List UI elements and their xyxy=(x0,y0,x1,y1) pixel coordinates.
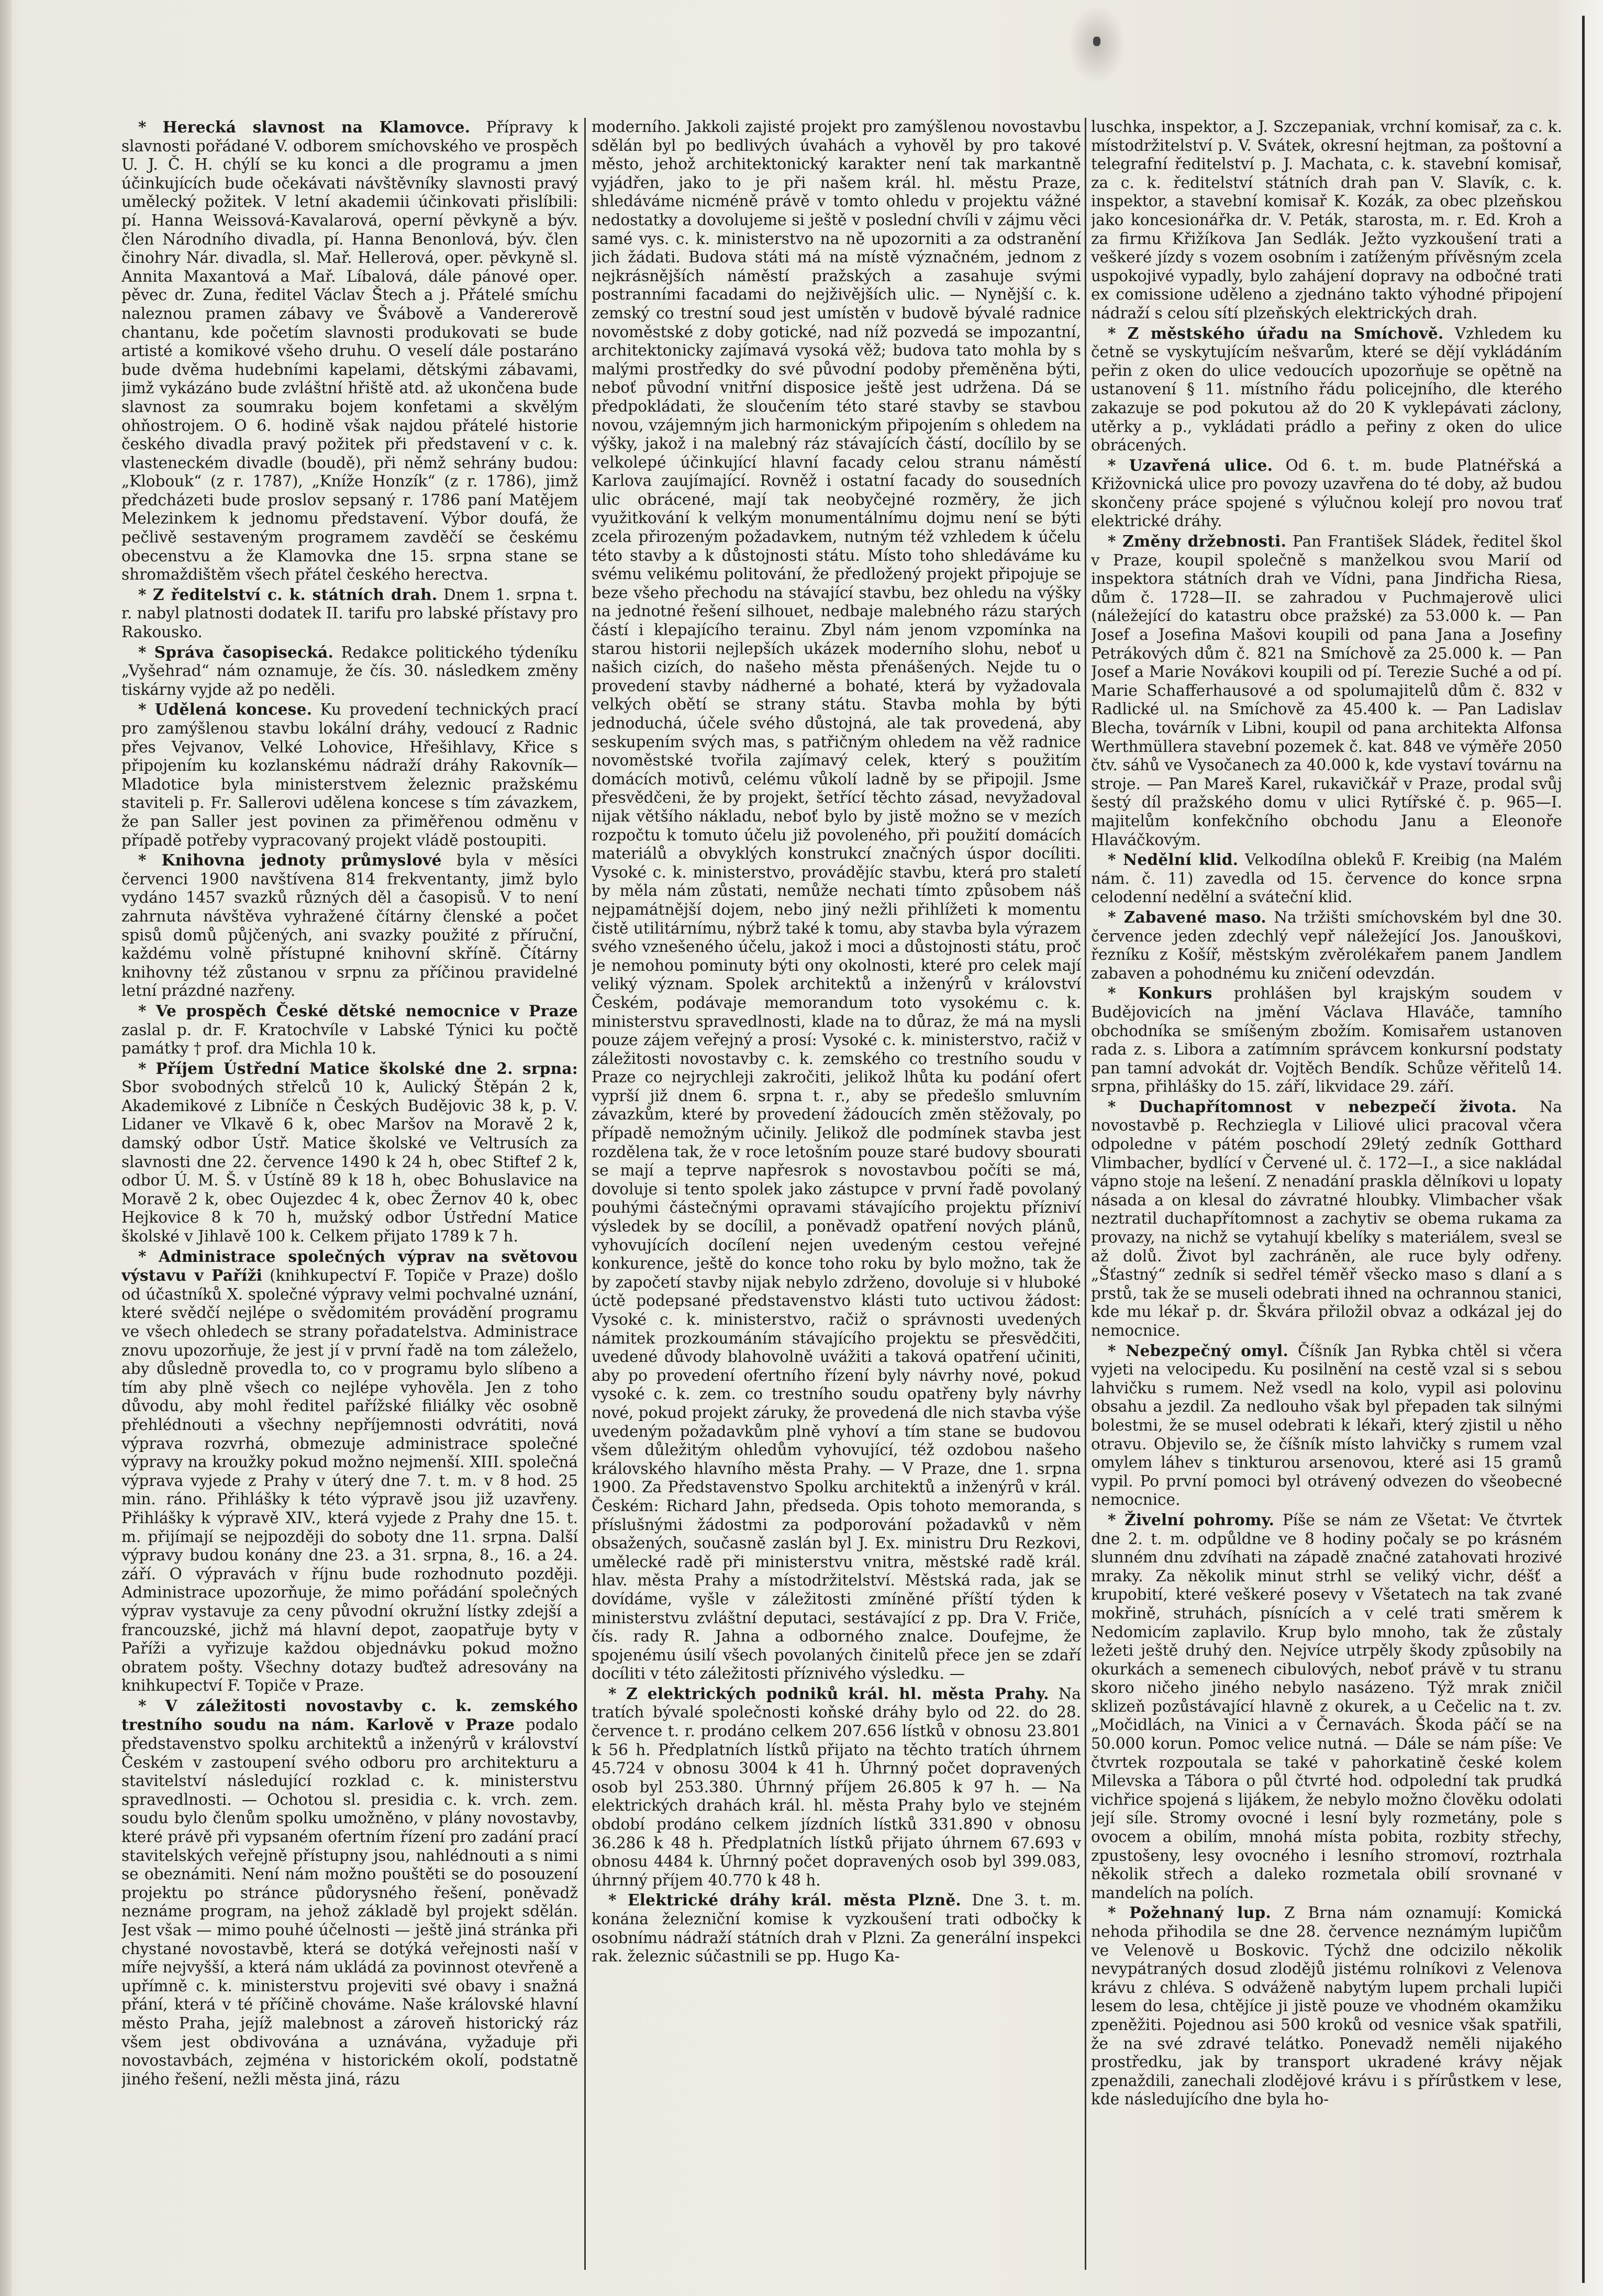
article-headline: Zabavené maso. xyxy=(1123,907,1266,926)
article-body: Z Brna nám oznamují: Komická nehoda přihodila se dne 28. července neznámým lupičům ve Velenově u Boskovic. Týchž dne odcizilo několik nevypátraných dosud zlodějů jistému rolníkovi z Velenova krávu z chléva. S odváženě nabytým lupem prchali lupiči lesem do lesa, chtějíce ji jistě pouze ve vhodném okamžiku zpeněžiti. Pojednou asi 500 kroků od vesnice však spatřili, že na své zdravé telátko. Ponevadž neměli nijakého prostředku, jak by transport ukradené krávy nějak zpenaždili, zanechali zlodějové krávu i s přírůstkem v lese, kde následujícího dne byla ho- xyxy=(1091,1904,1562,2109)
article-marker-icon: * xyxy=(1108,984,1138,1003)
article-headline: Elektrické dráhy král. města Plzně. xyxy=(627,1891,961,1910)
article-body: Od 6. t. m. bude Platnéřská a Křižovnická ulice pro povozy uzavřena do té doby, až budou skončeny práce spojené s výlučnou kolejí pro novou trať elektrické dráhy. xyxy=(1091,456,1562,530)
article-body: Na tratích bývalé společnosti koňské dráhy bylo od 22. do 28. července t. r. prodáno celkem 207.656 lístků v obnosu 23.801 k 56 h. Předplatních lístků přijato na těchto tratích úhrnem 45.724 v obnosu 3004 k 41 h. Úhrnný počet dopravených osob byl 253.380. Úhrnný příjem 26.805 k 97 h. — Na elektrických drahách král. hl. města Prahy bylo ve stejném období prodáno celkem jízdních lístků 331.890 v obnosu 36.286 k 48 h. Předplatních lístků přijato úhrnem 67.693 v obnosu 4484 k. Úhrnný počet dopravených osob byl 399.083, úhrnný příjem 40.770 k 48 h. xyxy=(592,1684,1081,1889)
article-marker-icon: * xyxy=(1108,1510,1125,1529)
article-headline: Nedělní klid. xyxy=(1123,850,1239,869)
article-marker-icon: * xyxy=(1108,1903,1130,1922)
article xyxy=(592,1684,1081,1890)
article xyxy=(1091,1097,1562,1340)
article-headline: Z elektrických podniků král. hl. města Prahy. xyxy=(626,1684,1049,1703)
page-right-margin xyxy=(1558,0,1603,2296)
ink-blot xyxy=(1093,37,1100,46)
article-body: Sbor svobodných střelců 10 k, Aulický Štěpán 2 k, Akademikové z Libníče n Českých Budějovic 38 k, p. V. Lidaner ve Vlkavě 6 k, obec Maršov na Moravě 2 k, damský odbor Ústř. Matice školské ve Veltrusích za slavnosti dne 22. července 1490 k 24 h, obec Stiftef 2 k, odbor Ú. M. Š. v Ústíně 89 k 18 h, obec Bohuslavice na Moravě 2 k, obec Oujezdec 4 k, obec Žernov 40 k, obec Hejkovice 8 k 70 h, mužský odbor Ústřední Matice školské v Jihlavě 100 k. Celkem přijato 1789 k 7 h. xyxy=(121,1078,578,1246)
article xyxy=(1091,532,1562,849)
article xyxy=(592,1891,1081,1966)
article-headline: Z městského úřadu na Smíchově. xyxy=(1127,324,1444,342)
article-body: Pan František Sládek, ředitel škol v Praze, koupil společně s manželkou svou Marií od inspektora státních drah ve Vídni, pana Jindřicha Riesa, dům č. 1728—II. se zahradou v Puchmajerově ulici (náležející do katastru obce pražské) za 53.000 k. — Pan Josef a Josefina Mašovi koupili od pana Jana a Josefiny Petrákových dům č. 821 na Smíchově za 25.000 k. — Pan Josef a Marie Novákovi koupili od pí. Terezie Suché a od pí. Marie Schafferhausové a od spolumajitelů dům č. 832 v Radlické ul. na Smíchově za 45.400 k. — Pan Ladislav Blecha, továrník v Libni, koupil od pana architekta Alfonsa Werthmüllera stavební pozemek č. kat. 848 ve výměře 2050 čtv. sáhů ve Vysočanech za 40.000 k, kde vystaví továrnu na stroje. — Pan Mareš Karel, rukavičkář v Praze, prodal svůj šestý díl pražského domu v ulici Rytířské č. p. 965—I. majitelům konfekčního obchodu Janu a Eleonoře Hlaváčkovým. xyxy=(1091,533,1562,849)
article-marker-icon: * xyxy=(1108,1097,1139,1116)
article-headline: Změny držebnosti. xyxy=(1122,532,1287,551)
article-marker-icon: * xyxy=(138,851,162,870)
article-headline: Udělená koncese. xyxy=(154,700,313,719)
article-marker-icon: * xyxy=(1108,456,1129,474)
article-headline: Konkurs xyxy=(1138,984,1212,1003)
paper-stain xyxy=(1068,5,1126,84)
article-marker-icon: * xyxy=(138,1247,159,1266)
article-headline: Živelní pohromy. xyxy=(1125,1510,1275,1529)
article xyxy=(121,700,578,850)
article xyxy=(121,1696,578,2089)
article xyxy=(121,851,578,1001)
article xyxy=(1091,1511,1562,1902)
article-headline: Uzavřená ulice. xyxy=(1129,456,1273,474)
article-body: (knihkupectví F. Topiče v Praze) došlo od účastníků X. společné výpravy velmi pochvalné uznání, které svědčí nejlépe o svědomitém provádění programu ve všech ohledech se strany pořadatelstva. Administrace znovu upozorňuje, že jest jí v první řadě na tom záleželo, aby důsledně provedla to, co v programu bylo slíbeno a tím aby plně všech co nejlépe vyhověla. Jen z toho důvodu, aby mohl ředitel pařížské filiálky věc osobně přehlédnouti a všechny nepříjemnosti odvrátiti, nová výprava rozvrhá, obmezuje administrace společné výpravy na kroužky pokud možno nejmenší. XIII. společná výprava vyjede z Prahy v úterý dne 7. t. m. v 8 hod. 25 min. ráno. Přihlášky k této výpravě jsou již uzavřeny. Přihlášky k výpravě XIV., která vyjede z Prahy dne 15. t. m. přijímají se nejpozději do soboty dne 11. srpna. Další výpravy budou konány dne 23. a 31. srpna, 8., 16. a 24. září. O výpravách v říjnu bude rozhodnuto později. Administrace upozorňuje, že mimo pořádání společných výprav vystavuje za ceny původní okružní lístky zdejší a francouzské, jichž má hlavní depot, zaopatřuje byty v Paříži a vyřizuje každou objednávku pokud možno obratem pošty. Všechny dotazy buďtež adresovány na knihkupectví F. Topiče v Praze. xyxy=(121,1267,578,1695)
article-headline: Z ředitelství c. k. státních drah. xyxy=(152,585,438,604)
margin-rule xyxy=(1582,16,1585,2283)
article xyxy=(1091,1903,1562,2109)
article-headline: Knihovna jednoty průmyslové xyxy=(161,851,442,870)
article-marker-icon: * xyxy=(1108,1341,1126,1360)
article-marker-icon: * xyxy=(138,1696,165,1715)
article-body: moderního. Jakkoli zajisté projekt pro zamýšlenou novostavbu sdělán byl po bedlivých úvahách a vyhověl by pro takové město, jehož architektonický karakter není tak markantně vyjádřen, jako to je při našem král. hl. městu Praze, shledáváme nicméně právě v tomto ohledu v projektu vážné nedostatky a dovolujeme si ještě v poslední chvíli v zájmu věci samé vys. c. k. ministerstvo na ně upozorniti a za odstranění jich žádati. Budova státi má na místě význačném, jednom z nejkrásnějších náměstí pražských a zasahuje svými postranními facadami do nejživějších ulic. — Nynější c. k. zemský co trestní soud jest umístěn v budově bývalé radnice novoměstské z doby gotické, nad níž pozvedá se impozantní, architektonicky zajímavá vysoká věž; budova tato mohla by s malými prostředky do své původní podoby přeměněna býti, neboť původní vnitřní disposice ještě jest udržena. Dá se předpokládati, že sloučením této staré stavby se stavbou novou, vzájemným jich harmonickým připojením s ohledem na výšky, jakož i na malebný ráz stávajících částí, docílilo by se velkolepé účinkující hlavní facady celou stranu náměstí Karlova zaujímající. Rovněž i ostatní facady do sousedních ulic obrácené, mají tak neobyčejné rozměry, že jich využitkování k velkým monumentálnímu dojmu není se býti zcela přirozeným požadavkem, nutným též vzhledem k účelu této stavby a k důstojnosti státu. Místo toho shledáváme ku svému velikému politování, že předložený projekt připojuje se beze všeho přechodu na stávající stavbu, bez ohledu na výšky na jednotné řešení silhouet, nedbaje malebného rázu starých částí i klepajícího terainu. Zbyl nám jenom vzpomínka na starou historii nejlepších ukázek moderního slohu, neboť u našich cizích, do našeho města přenášených. Nejde tu o provedení stavby nádherné a bohaté, která by vyžadovala velkých obětí se strany státu. Stavba mohla by býti jednoduchá, účele svého důstojná, ale tak provedená, aby seskupením svých mas, s patřičným ohledem na věž radnice novoměstské tvořila zajímavý celek, který s použitím domácích motivů, celému vůkolí ladně by se připojil. Jsme přesvědčeni, že by projekt, šetřící těchto zásad, nevyžadoval nijak většího nákladu, neboť bylo by jistě možno se v mezích rozpočtu k tomuto účelu již povoleného, při použití domácích materiálů a obvyklých konstrukcí značných úspor docíliti. Vysoké c. k. ministerstvo, provádějíc stavbu, která pro staletí by měla nám zůstati, nemůže nechati tímto způsobem náš nejpamátnější dojem, nebo jiný nežli přihlížeti k momentu čistě utilitárnímu, nýbrž také k tomu, aby stavba byla výrazem svého vznešeného účelu, jakož i moci a důstojnosti státu, proč je nemohou pominuty býti ony okolnosti, které pro celek mají veliký význam. Spolek architektů a inženýrů v království Českém, podávaje memorandum toto vysokému c. k. ministerstvu spravedlnosti, klade na to důraz, že má na mysli pouze zájem veřejný a prosí: Vysoké c. k. ministerstvo, račiž v záležitosti novostavby c. k. zemského co trestního soudu v Praze co nejrychleji zakročiti, jelikož lhůta ku podání ofert vyprší již dnem 6. srpna t. r., aby se předešlo smluvním závazkům, které by provedení žádoucích změn stěžovaly, po případě nemožným učinily. Jelikož dle podmínek stavba jest rozdělena tak, že v roce letošním pouze staré budovy sbourati se mají a teprve napřesrok s novostavbou počíti se má, dovoluje si tento spolek jako zástupce v první řadě povolaný pouhými částečnými opravami stávajícího projektu přízniví výsledek by se docílil, a poněvadž opatření nových plánů, vyhovujících docílení nejen uvedeným cestou veřejné konkurence, ještě do konce toho roku by bylo možno, tak že by započetí stavby nijak nebylo zdrženo, dovoluje si v hluboké úctě podepsané představenstvo klásti tuto uctivou žádost: Vysoké c. k. ministerstvo, račiž o správnosti uvedených námitek prozkoumáním stávajícího projektu se přesvědčiti, uvedené důvody blahovolně uvážiti a taková opatření učiniti, aby po provedení ofertního řízení byly návrhy nové, pokud vysoké c. k. zem. co trestního soudu opatřeny byly návrhy nové, pokud projekt záruky, že provedená dle nich stavba výše uvedeným požadavkům plně vyhoví a tím stane se budovou všem důležitým ohledům vyhovující, též ozdobou našeho královského hlavního města Prahy. — V Praze, dne 1. srpna 1900. Za Představenstvo Spolku architektů a inženýrů v král. Českém: Richard Jahn, předseda. Opis tohoto memoranda, s příslušnými žádostmi za podporování požadavků v něm obsažených, současně zaslán byl J. Ex. ministru Dru Rezkovi, umělecké radě při ministerstvu vnitra, městské radě král. hlav. města Prahy a místodržitelství. Městská rada, jak se dovídáme, vyšle v záležitosti zmíněné příští týden k ministerstvu zvláštní deputaci, sestávající z pp. Dra V. Friče, čís. rady R. Jahna a odborného znalce. Doufejme, že spojenému úsilí všech povolaných činitelů přece jen se zdaří docíliti v této záležitosti příznivého výsledku. — xyxy=(592,118,1081,1683)
article-headline: Herecká slavnost na Klamovce. xyxy=(162,118,471,136)
article-body: Přípravy k slavnosti pořádané V. odborem smíchovského ve prospěch U. J. Č. H. chýlí se ku konci a dle programu a jmen účinkujících bude očekávati návštěvníky slavnosti pravý umělecký požitek. V letní akademii účinkovati přislíbili: pí. Hanna Weissová-Kavalarová, operní pěvkyně a býv. člen Národního divadla, pí. Hanna Benonlová, býv. člen činohry Nár. divadla, sl. Mař. Hellerová, oper. pěvkyně sl. Annita Maxantová a Mař. Líbalová, dále pánové oper. pěvec dr. Zuna, ředitel Václav Štech a j. Přátelé smíchu naleznou pramen zábavy ve Švábově a Vandererově chantanu, kde početím slavnosti produkovati se bude artisté a komikové všeho druhu. O veselí dále postaráno bude dvěma hudebními kapelami, dětskými zábavami, jimž vykázáno bude zvláštní hřiště atd. až ukončena bude slavnost za soumraku bojem konfetami a skvělým ohňostrojem. O 6. hodině však najdou přátelé historie českého divadla pravý požitek při představení v c. k. vlasteneckém divadle (boudě), při němž sehrány budou: „Klobouk“ (z r. 1787), „Kníže Honzík“ (z r. 1786), jimž předcházeti bude proslov sepsaný r. 1786 paní Matějem Melezinkem k jednomu představení. Výbor doufá, že pečlivě sestaveným programem zavděčí se českému obecenstvu a že Klamovka dne 15. srpna stane se shromaždištěm všech přátel českého herectva. xyxy=(121,118,578,584)
article-marker-icon: * xyxy=(608,1684,627,1703)
article xyxy=(1091,984,1562,1096)
article-body: Píše se nám ze Všetat: Ve čtvrtek dne 2. t. m. odpůldne ve 8 hodiny počaly se po krásném slunném dnu zdvíhati na západě značné zatahovati hrozivé mraky. Za několik minut strhl se veliký vichr, déšť a krupobití, které veškeré posevy v Všetatech na tak zvané mokřině, struhách, písnících a v celé trati směrem k Nedomicím zaplavilo. Krup bylo mnoho, tak že zůstaly ležeti ještě druhý den. Nejvíce utrpěly škody způsobily na okurkách a semenech cibulových, neboť právě v tu stranu skoro ničeho jiného nebylo nasázeno. Týž mrak zničil sklizeň pozůstávající hlavně z okurek, a u Cečelic na t. zv. „Močidlách, na Vinici a v Černavách. Škoda páčí se na 50.000 korun. Pomoc velice nutná. — Dále se nám píše: Ve čtvrtek rozpoutala se také v pahorkatině české kolem Milevska a Tábora o půl čtvrté hod. odpolední tak prudká vichřice spojená s lijákem, že nebylo možno člověku odolati její síle. Stromy ovocné i lesní byly rozmetány, pole s ovocem a obilím, mnohá místa pobita, rozbity střechy, zpustošeny, lesy ovocného i lesního stromoví, roztrhala několik střech a daleko rozmetala obilí srovnané v mandelích na polích. xyxy=(1091,1511,1562,1902)
article-body: luschka, inspektor, a J. Szczepaniak, vrchní komisař, za c. k. místodržitelství p. V. Svátek, okresní hejtman, za poštovní a telegrafní ředitelství p. J. Machata, c. k. stavební komisař, za c. k. ředitelství státních drah pan V. Slavík, c. k. inspektor, a stavební komisař K. Kozák, za obec plzeňskou jako koncesionářka dr. V. Peták, starosta, m. r. Ed. Kroh a za firmu Křižíkova Jan Sedlák. Ježto vyzkoušení trati a veškeré jízdy s vozem osobním i zatíženým přívěsným zcela uspokojivé vypadly, bylo zahájení dopravy na odbočné trati ex comissione uděleno a zjednáno takto výhodné připojení nádraží s celou sítí plzeňských elektrických drah. xyxy=(1091,118,1562,322)
article xyxy=(121,1247,578,1695)
article-body: prohlášen byl krajským soudem v Budějovicích na jmění Václava Hlaváče, tamního obchodníka se smíšeným zbožím. Komisařem ustanoven rada z. s. Libora a zatímním správcem konkursní podstaty pan tamní advokát dr. Vojtěch Bendík. Schůze věřitelů 14. srpna, přihlášky do 15. září, likvidace 29. září. xyxy=(1091,984,1562,1096)
article-headline: Příjem Ústřední Matice školské dne 2. srpna: xyxy=(155,1059,578,1078)
article-body: Vzhledem ku četně se vyskytujícím nešvarům, které se dějí vykládáním peřin z oken do ulice vedoucích upozorňuje se opětně na ustanovení § 11. místního řádu policejního, dle kterého zakazuje se pod pokutou až do 20 K vyklepávati záclony, utěrky a p., vykládati prádlo a peřiny z oken do ulice obrácených. xyxy=(1091,324,1562,454)
article xyxy=(1091,908,1562,983)
article-marker-icon: * xyxy=(138,585,153,604)
article-body: Ku provedení technických prací pro zamýšlenou stavbu lokální dráhy, vedoucí z Radnic přes Vejvanov, Velké Lohovice, Hřešihlavy, Křice s připojením ku kozlanskému nádraží dráhy Rakovník—Mladotice byla ministerstvem železnic pražskému staviteli p. Fr. Sallerovi udělena koncese s tím závazkem, že pan Saller jest povinen za přiměřenou odměnu v případě potřeby vypracovaný projekt vládě postoupiti. xyxy=(121,701,578,849)
article-body: Dnem 1. srpna t. r. nabyl platnosti dodatek II. tarifu pro labské přístavy pro Rakousko. xyxy=(121,585,578,641)
article xyxy=(1091,1341,1562,1510)
article-marker-icon: * xyxy=(138,1059,156,1078)
article-body: Na tržišti smíchovském byl dne 30. července jeden zdechlý vepř náležející Jos. Janouškovi, řezníku z Košíř, městským zvěrolékařem panem Jandlem zabaven a pohodnému ku zničení odevzdán. xyxy=(1091,908,1562,982)
article xyxy=(1091,324,1562,455)
article-marker-icon: * xyxy=(138,118,163,136)
article-marker-icon: * xyxy=(1108,907,1124,926)
article xyxy=(592,118,1081,1683)
article-headline: Ve prospěch České dětské nemocnice v Praze xyxy=(155,1001,578,1020)
article-body: Dne 3. t. m. konána železniční komise k vyzkoušení trati odbočky k osobnímu nádraží státních drah v Plzni. Za generální inspekci rak. železnic súčastnili se pp. Hugo Ka- xyxy=(592,1891,1081,1966)
article-body: Redakce politického týdeníku „Vyšehrad“ nám oznamuje, že čís. 30. následkem změny tiskárny vyjde až po neděli. xyxy=(121,643,578,698)
article-headline: V záležitosti novostavby c. k. zemského trestního soudu na nám. Karlově v Praze xyxy=(121,1696,578,1734)
article xyxy=(1091,456,1562,531)
article-marker-icon: * xyxy=(138,642,154,661)
article-marker-icon: * xyxy=(1108,532,1123,551)
column-divider-2 xyxy=(1085,118,1086,2270)
article-marker-icon: * xyxy=(608,1891,628,1910)
article xyxy=(121,643,578,700)
article-body: byla v měsíci červenci 1900 navštívena 814 frekventanty, jimž bylo vydáno 1457 svazků různých děl a časopisů. V to není zahrnuta návštěva vyhražené čítárny členské a počet spisů domů půjčených, ani svazky použité z příruční, každému volně přístupné knihovní skříně. Čítárny knihovny též zůstanou v srpnu za příčinou pravidelné letní prázdné nazřeny. xyxy=(121,851,578,1000)
article-marker-icon: * xyxy=(138,1001,156,1020)
column-3 xyxy=(1091,118,1562,2270)
article-body: podalo představenstvo spolku architektů a inženýrů v království Českém v zastoupení svého odboru pro architekturu a stavitelství následující rozklad c. k. ministerstvu spravedlnosti. — Ochotou sl. presidia c. k. vrch. zem. soudu bylo členům spolku umožněno, v plány novostavby, které právě při vypsaném ofertním řízení pro zadání prací stavitelských veřejně přístupny jsou, nahlédnouti a s nimi se obeznámiti. Není nám možno pouštěti se do posouzení projektu po stránce půdorysného řešení, poněvadž neznáme program, na jehož základě byl projekt sdělán. Jest však — mimo pouhé účelnosti — ještě jiná stránka při chystané novostavbě, která se dotýká veřejnosti naší v míře nejvyšší, a která nám ukládá za povinnost otevřeně a upřímně c. k. ministerstvu projeviti své obavy i snažná přání, která v té příčině chováme. Naše královské hlavní město Praha, jejíž malebnost a zároveň historický ráz všem jest obdivována a uznávána, vyžaduje při novostavbách, zejména v historickém okolí, podstatně jiného řešení, nežli města jiná, rázu xyxy=(121,1716,578,2088)
article-marker-icon: * xyxy=(138,700,155,719)
article xyxy=(121,118,578,584)
article xyxy=(121,1059,578,1246)
article-body: Velkodílna obleků F. Kreibig (na Malém nám. č. 11) zavedla od 15. července do konce srpna celodenní nedělní a sváteční klid. xyxy=(1091,851,1562,906)
article-headline: Správa časopisecká. xyxy=(154,642,334,661)
article-headline: Nebezpečný omyl. xyxy=(1126,1341,1289,1360)
article-marker-icon: * xyxy=(1108,850,1123,869)
article xyxy=(1091,850,1562,907)
article-body: Na novostavbě p. Rechziegla v Liliové ulici pracoval včera odpoledne v pátém poschodí 29letý zedník Gotthard Vlimbacher, bydlící v Červené ul. č. 172—I., a sice nakládal vápno stoje na lešení. Z nenadání praskla dělníkovi u lopaty násada a on klesal do závratné hloubky. Vlimbacher však neztratil duchapřítomnost a zachytiv se obema rukama za provazy, na nichž se vytahují kbelíky s materiálem, sveзl se až dolů. Život byl zachráněn, ale ruce byly odřeny. „Šťastný“ zedník si sedřel téměř všecko maso s dlaní a s prstů, tak že se museli odebrati ihned na ochrannou stanici, kde mu lékař p. dr. Škvára přiložil obvaz a odkázal jej do nemocnice. xyxy=(1091,1097,1562,1339)
page-binding-shadow xyxy=(0,0,12,2296)
article-headline: Duchapřítomnost v nebezpečí života. xyxy=(1139,1097,1517,1116)
article xyxy=(121,1002,578,1058)
article-headline: Administrace společných výprav na světovou výstavu v Paříži xyxy=(121,1247,578,1285)
article xyxy=(1091,118,1562,323)
article-body: Číšník Jan Rybka chtěl si včera vyjeti na velocipedu. Ku posilnění na cestě vzal si s sebou lahvičku s rumem. Než vsedl na kolo, vypil asi polovinu obsahu a jezdil. Za nedlouho však byl přepaden tak silnými bolestmi, že se musel odebrati k lékaři, který zjistil u něho otravu. Objevilo se, že číšník místo lahvičky s rumem vzal omylem láhev s tinkturou arsenovou, které asi 15 gramů vypil. Po první pomoci byl otrávený odvezen do všeobecné nemocnice. xyxy=(1091,1341,1562,1509)
article xyxy=(121,585,578,642)
article-body: zaslal p. dr. F. Kratochvíle v Labské Týnici ku počtě památky † prof. dra Michla 10 k. xyxy=(121,1021,578,1058)
article-marker-icon: * xyxy=(1108,324,1128,342)
column-divider-1 xyxy=(584,118,586,2270)
column-2 xyxy=(592,118,1081,2270)
article-headline: Požehnaný lup. xyxy=(1129,1903,1272,1922)
column-1 xyxy=(121,118,578,2270)
